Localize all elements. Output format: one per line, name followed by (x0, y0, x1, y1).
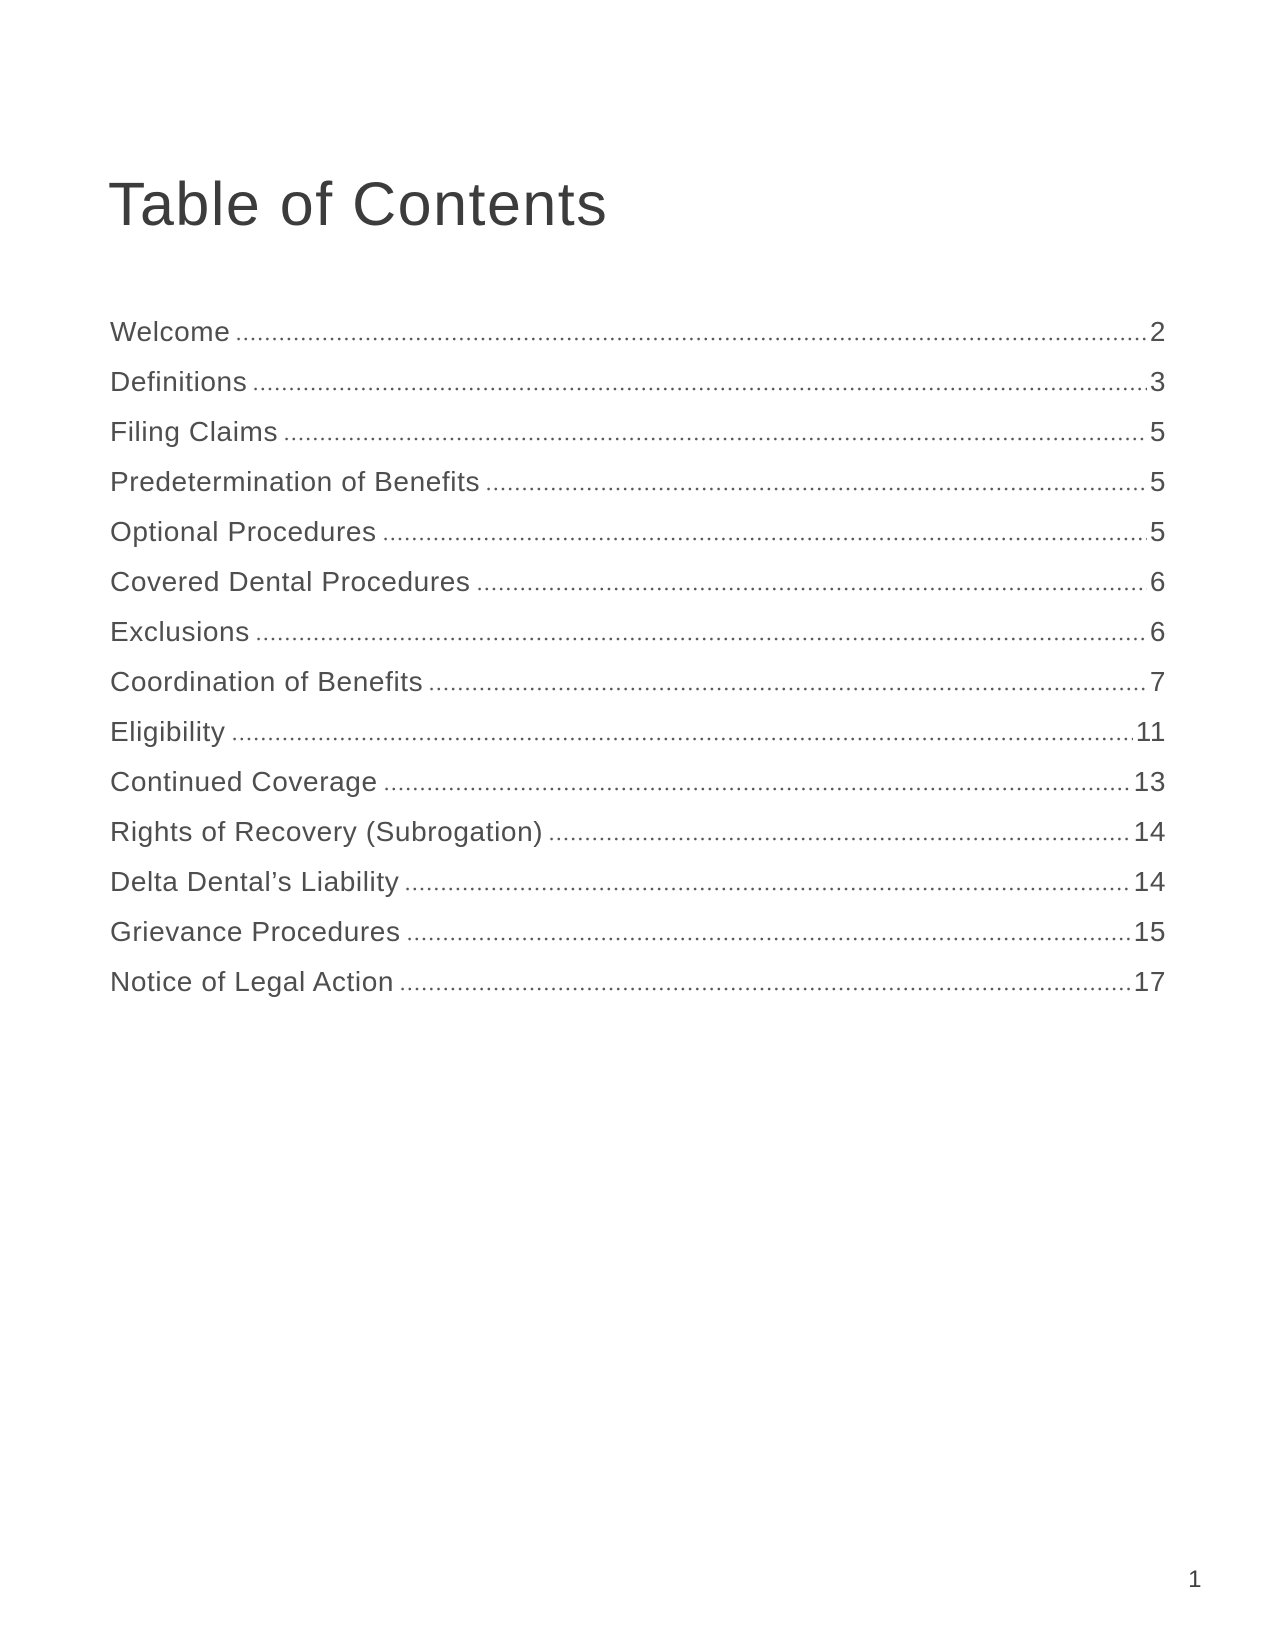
toc-entry (110, 307, 1166, 357)
table-of-contents (110, 307, 1166, 1007)
toc-dot-leader (283, 437, 1147, 441)
toc-dot-leader (383, 787, 1131, 791)
toc-entry-label: Delta Dental’s Liability (110, 866, 400, 897)
toc-entry-label: Predetermination of Benefits (110, 466, 481, 497)
toc-entry (110, 757, 1166, 807)
toc-dot-leader (231, 737, 1133, 741)
toc-dot-leader (382, 537, 1147, 541)
toc-entry (110, 657, 1166, 707)
toc-entry-page-number: 15 (1133, 916, 1166, 947)
toc-entry-label: Covered Dental Procedures (110, 566, 471, 597)
toc-entry-label: Coordination of Benefits (110, 666, 424, 697)
toc-entry (110, 857, 1166, 907)
toc-dot-leader (255, 637, 1147, 641)
toc-entry (110, 707, 1166, 757)
toc-entry-page-number: 6 (1149, 616, 1166, 647)
toc-entry-page-number: 11 (1135, 716, 1166, 747)
toc-entry-page-number: 14 (1133, 816, 1166, 847)
toc-entry-page-number: 14 (1133, 866, 1166, 897)
toc-entry-page-number: 2 (1149, 316, 1166, 347)
toc-entry-page-number: 17 (1133, 966, 1166, 997)
toc-entry-page-number: 6 (1149, 566, 1166, 597)
toc-entry (110, 607, 1166, 657)
toc-entry (110, 507, 1166, 557)
toc-dot-leader (476, 587, 1147, 591)
toc-entry (110, 957, 1166, 1007)
toc-entry-page-number: 5 (1149, 516, 1166, 547)
toc-entry-page-number: 5 (1149, 466, 1166, 497)
toc-dot-leader (252, 387, 1146, 391)
toc-entry-label: Exclusions (110, 616, 250, 647)
toc-entry-page-number: 5 (1149, 416, 1166, 447)
footer-page-number: 1 (1188, 1566, 1202, 1593)
toc-entry-label: Notice of Legal Action (110, 966, 395, 997)
toc-entry-label: Eligibility (110, 716, 226, 747)
toc-dot-leader (406, 937, 1131, 941)
toc-entry-label: Optional Procedures (110, 516, 377, 547)
toc-entry (110, 557, 1166, 607)
toc-entry-page-number: 3 (1149, 366, 1166, 397)
toc-dot-leader (404, 887, 1130, 891)
toc-entry-label: Rights of Recovery (Subrogation) (110, 816, 544, 847)
toc-dot-leader (399, 987, 1131, 991)
toc-entry (110, 907, 1166, 957)
page-title: Table of Contents (108, 170, 609, 238)
toc-entry-label: Grievance Procedures (110, 916, 401, 947)
toc-dot-leader (235, 337, 1146, 341)
toc-entry-label: Welcome (110, 316, 231, 347)
toc-entry-label: Definitions (110, 366, 248, 397)
toc-entry (110, 807, 1166, 857)
toc-entry-label: Continued Coverage (110, 766, 378, 797)
toc-entry (110, 357, 1166, 407)
toc-dot-leader (548, 837, 1130, 841)
toc-dot-leader (428, 687, 1147, 691)
toc-dot-leader (485, 487, 1147, 491)
toc-entry (110, 457, 1166, 507)
toc-entry-page-number: 13 (1133, 766, 1166, 797)
toc-entry-page-number: 7 (1149, 666, 1166, 697)
toc-entry-label: Filing Claims (110, 416, 279, 447)
toc-entry (110, 407, 1166, 457)
